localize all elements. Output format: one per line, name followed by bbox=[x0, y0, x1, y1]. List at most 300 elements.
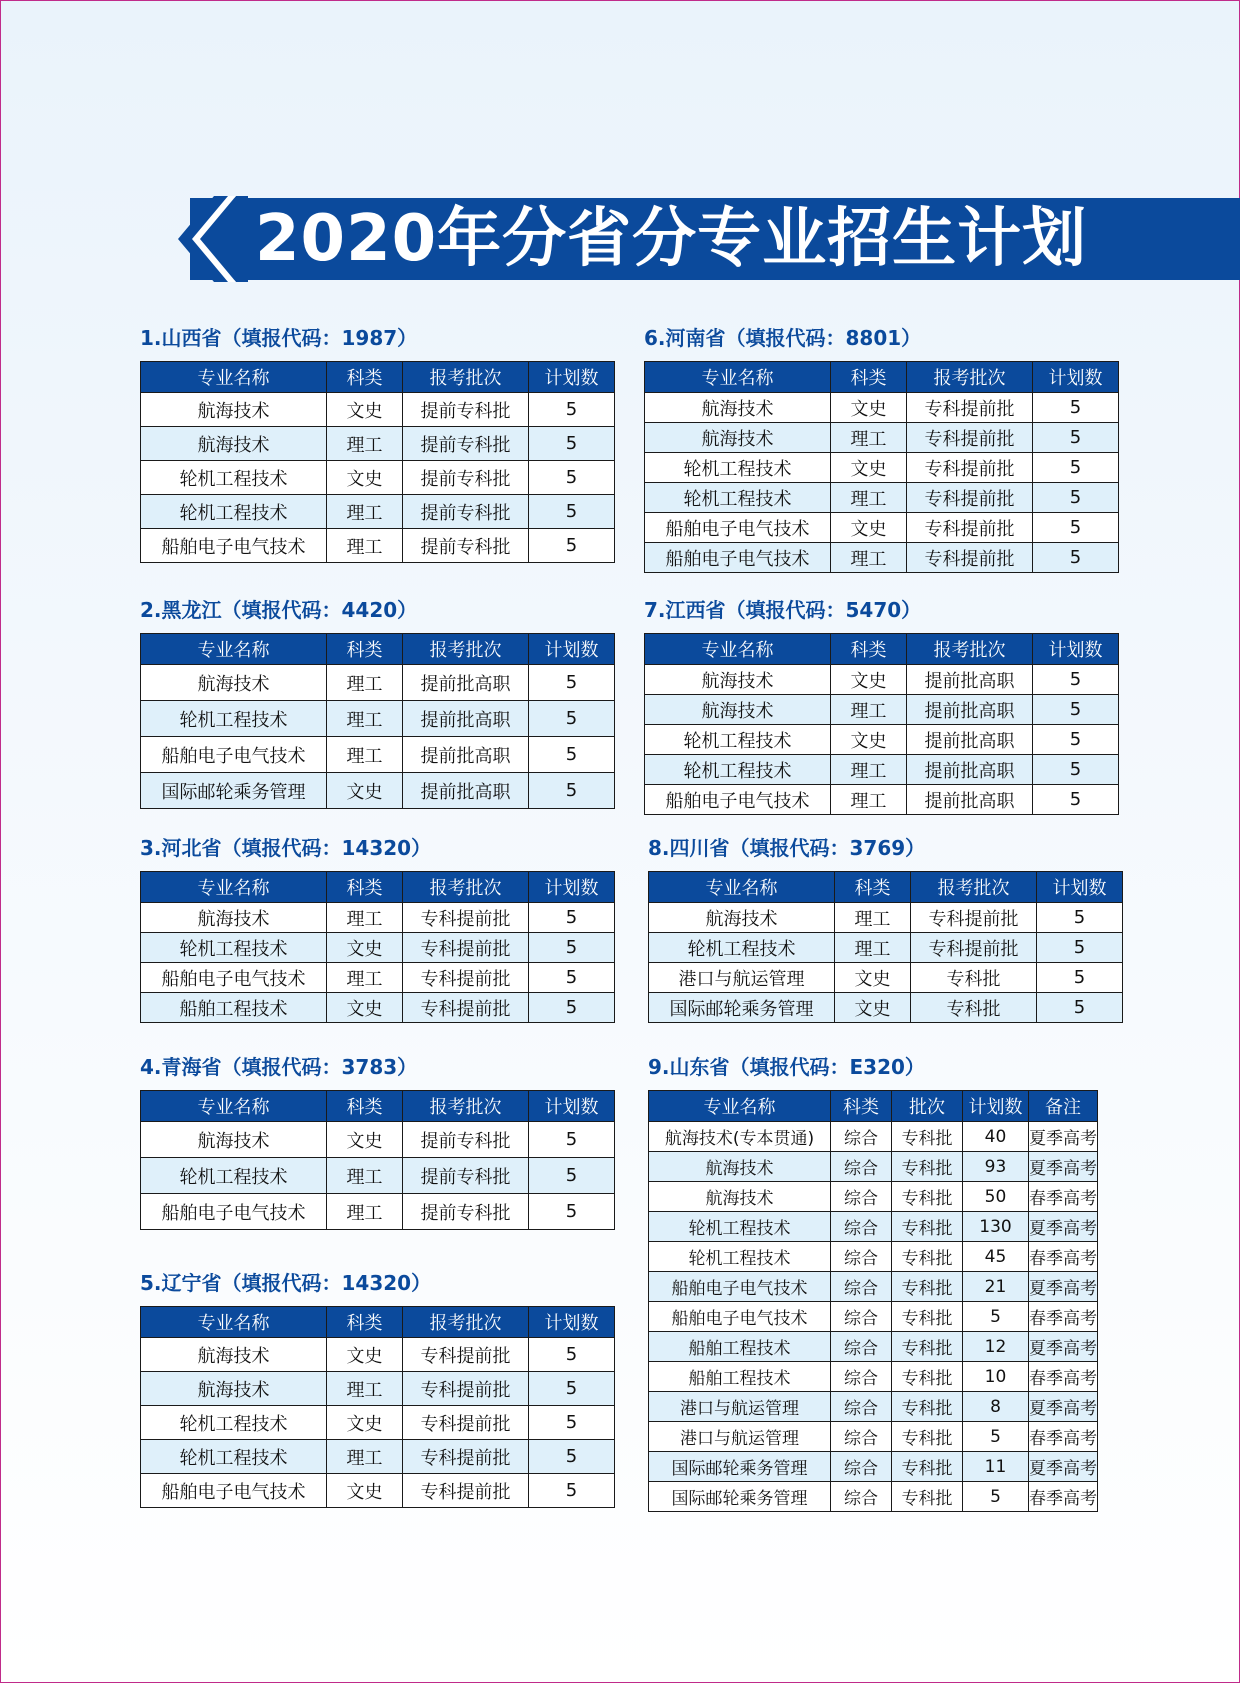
column-header: 计划数 bbox=[1037, 872, 1123, 903]
section-title: 7.江西省（填报代码：5470） bbox=[644, 598, 922, 622]
table-header-row bbox=[649, 1091, 1098, 1122]
table-cell: 文史 bbox=[327, 1122, 403, 1158]
table-cell: 轮机工程技术 bbox=[645, 725, 831, 755]
table-cell: 船舶电子电气技术 bbox=[645, 785, 831, 815]
table-cell: 专科提前批 bbox=[403, 1406, 529, 1440]
table-cell: 理工 bbox=[327, 963, 403, 993]
table-row bbox=[141, 495, 615, 529]
table-cell: 12 bbox=[963, 1332, 1029, 1362]
table-cell: 提前专科批 bbox=[403, 427, 529, 461]
table-cell: 提前批高职 bbox=[907, 665, 1033, 695]
column-header: 报考批次 bbox=[403, 872, 529, 903]
table-cell: 航海技术 bbox=[141, 903, 327, 933]
table-cell: 航海技术 bbox=[645, 423, 831, 453]
table-cell: 提前专科批 bbox=[403, 393, 529, 427]
table-cell: 夏季高考 bbox=[1029, 1212, 1098, 1242]
table-cell: 130 bbox=[963, 1212, 1029, 1242]
table-cell: 航海技术 bbox=[649, 903, 835, 933]
table-cell: 提前批高职 bbox=[403, 701, 529, 737]
table-cell: 专科批 bbox=[892, 1152, 963, 1182]
table-cell: 夏季高考 bbox=[1029, 1452, 1098, 1482]
table-cell: 理工 bbox=[835, 933, 911, 963]
table-header-row bbox=[645, 362, 1119, 393]
table-cell: 文史 bbox=[327, 1474, 403, 1508]
table-row bbox=[649, 1272, 1098, 1302]
table-row bbox=[141, 773, 615, 809]
table-cell: 文史 bbox=[327, 393, 403, 427]
table-cell: 船舶电子电气技术 bbox=[649, 1272, 831, 1302]
table-cell: 综合 bbox=[831, 1482, 892, 1512]
table-cell: 提前批高职 bbox=[907, 725, 1033, 755]
table-row bbox=[649, 1362, 1098, 1392]
table-cell: 文史 bbox=[831, 453, 907, 483]
column-header: 报考批次 bbox=[403, 1091, 529, 1122]
table-cell: 提前专科批 bbox=[403, 495, 529, 529]
section-title: 5.辽宁省（填报代码：14320） bbox=[140, 1271, 432, 1295]
table-cell: 理工 bbox=[327, 1194, 403, 1230]
table-cell: 专科提前批 bbox=[403, 993, 529, 1023]
table-cell: 文史 bbox=[835, 993, 911, 1023]
table-cell: 春季高考 bbox=[1029, 1422, 1098, 1452]
table-cell: 港口与航运管理 bbox=[649, 1422, 831, 1452]
table-cell: 专科提前批 bbox=[907, 513, 1033, 543]
table-cell: 专科提前批 bbox=[403, 1372, 529, 1406]
province-section bbox=[644, 323, 1119, 573]
table-cell: 5 bbox=[1033, 785, 1119, 815]
table-row bbox=[645, 665, 1119, 695]
table-cell: 航海技术 bbox=[645, 665, 831, 695]
column-header: 科类 bbox=[831, 1091, 892, 1122]
table-cell: 港口与航运管理 bbox=[649, 1392, 831, 1422]
table-cell: 5 bbox=[529, 1440, 615, 1474]
table-cell: 专科提前批 bbox=[403, 903, 529, 933]
column-header: 计划数 bbox=[1033, 362, 1119, 393]
table-row bbox=[141, 529, 615, 563]
table-cell: 综合 bbox=[831, 1422, 892, 1452]
column-header: 专业名称 bbox=[141, 362, 327, 393]
section-title: 4.青海省（填报代码：3783） bbox=[140, 1055, 418, 1079]
table-header-row bbox=[141, 1307, 615, 1338]
table-cell: 专科提前批 bbox=[911, 933, 1037, 963]
table-cell: 5 bbox=[529, 903, 615, 933]
table-cell: 5 bbox=[1033, 453, 1119, 483]
table-cell: 夏季高考 bbox=[1029, 1332, 1098, 1362]
table-cell: 夏季高考 bbox=[1029, 1272, 1098, 1302]
column-header: 专业名称 bbox=[649, 1091, 831, 1122]
table-cell: 船舶电子电气技术 bbox=[141, 529, 327, 563]
table-row bbox=[649, 963, 1123, 993]
table-cell: 理工 bbox=[327, 1158, 403, 1194]
table-cell: 专科批 bbox=[892, 1362, 963, 1392]
table-cell: 5 bbox=[529, 1158, 615, 1194]
table-row bbox=[649, 1302, 1098, 1332]
table-cell: 夏季高考 bbox=[1029, 1392, 1098, 1422]
table-cell: 5 bbox=[529, 1474, 615, 1508]
table-cell: 综合 bbox=[831, 1452, 892, 1482]
table-cell: 航海技术(专本贯通) bbox=[649, 1122, 831, 1152]
table-row bbox=[649, 903, 1123, 933]
table-cell: 专科批 bbox=[892, 1182, 963, 1212]
plan-table bbox=[648, 871, 1123, 1023]
table-row bbox=[645, 513, 1119, 543]
table-cell: 5 bbox=[1033, 423, 1119, 453]
table-row bbox=[141, 1338, 615, 1372]
table-cell: 5 bbox=[963, 1422, 1029, 1452]
column-header: 科类 bbox=[831, 634, 907, 665]
table-row bbox=[645, 785, 1119, 815]
column-header: 计划数 bbox=[529, 1091, 615, 1122]
column-header: 科类 bbox=[327, 872, 403, 903]
table-cell: 轮机工程技术 bbox=[645, 453, 831, 483]
table-row bbox=[649, 1332, 1098, 1362]
table-cell: 春季高考 bbox=[1029, 1302, 1098, 1332]
table-cell: 专科提前批 bbox=[911, 903, 1037, 933]
column-header: 报考批次 bbox=[907, 634, 1033, 665]
table-cell: 5 bbox=[1037, 993, 1123, 1023]
table-cell: 航海技术 bbox=[141, 1338, 327, 1372]
table-cell: 专科批 bbox=[892, 1422, 963, 1452]
table-cell: 提前专科批 bbox=[403, 1158, 529, 1194]
table-cell: 国际邮轮乘务管理 bbox=[649, 1482, 831, 1512]
table-cell: 40 bbox=[963, 1122, 1029, 1152]
column-header: 科类 bbox=[835, 872, 911, 903]
table-row bbox=[141, 1372, 615, 1406]
table-cell: 航海技术 bbox=[141, 1372, 327, 1406]
column-header: 科类 bbox=[327, 1307, 403, 1338]
table-cell: 文史 bbox=[327, 933, 403, 963]
column-header: 专业名称 bbox=[141, 872, 327, 903]
table-cell: 夏季高考 bbox=[1029, 1152, 1098, 1182]
table-cell: 船舶工程技术 bbox=[649, 1362, 831, 1392]
plan-table bbox=[140, 1306, 615, 1508]
table-row bbox=[649, 1242, 1098, 1272]
province-section bbox=[644, 595, 1119, 815]
table-row bbox=[649, 1182, 1098, 1212]
table-cell: 提前批高职 bbox=[907, 695, 1033, 725]
table-cell: 5 bbox=[1033, 483, 1119, 513]
table-row bbox=[141, 393, 615, 427]
table-cell: 理工 bbox=[327, 665, 403, 701]
table-cell: 综合 bbox=[831, 1392, 892, 1422]
table-cell: 5 bbox=[963, 1302, 1029, 1332]
table-cell: 5 bbox=[529, 773, 615, 809]
table-cell: 理工 bbox=[831, 423, 907, 453]
column-header: 计划数 bbox=[1033, 634, 1119, 665]
table-cell: 船舶电子电气技术 bbox=[141, 1474, 327, 1508]
table-cell: 5 bbox=[529, 737, 615, 773]
column-header: 科类 bbox=[327, 362, 403, 393]
table-cell: 轮机工程技术 bbox=[141, 495, 327, 529]
table-cell: 航海技术 bbox=[645, 393, 831, 423]
table-cell: 理工 bbox=[327, 529, 403, 563]
table-row bbox=[141, 1440, 615, 1474]
province-section bbox=[140, 833, 615, 1023]
table-cell: 理工 bbox=[835, 903, 911, 933]
table-row bbox=[645, 393, 1119, 423]
table-cell: 45 bbox=[963, 1242, 1029, 1272]
province-section bbox=[140, 595, 615, 809]
table-cell: 理工 bbox=[831, 483, 907, 513]
column-header: 计划数 bbox=[529, 1307, 615, 1338]
table-cell: 专科提前批 bbox=[403, 963, 529, 993]
table-cell: 船舶电子电气技术 bbox=[645, 513, 831, 543]
table-cell: 专科批 bbox=[892, 1242, 963, 1272]
table-row bbox=[649, 933, 1123, 963]
table-cell: 专科提前批 bbox=[907, 423, 1033, 453]
table-cell: 国际邮轮乘务管理 bbox=[649, 1452, 831, 1482]
table-cell: 提前专科批 bbox=[403, 1122, 529, 1158]
table-cell: 轮机工程技术 bbox=[649, 1242, 831, 1272]
table-cell: 专科提前批 bbox=[907, 453, 1033, 483]
table-header-row bbox=[141, 872, 615, 903]
column-header: 计划数 bbox=[529, 872, 615, 903]
province-section bbox=[648, 833, 1123, 1023]
table-cell: 专科提前批 bbox=[403, 1338, 529, 1372]
table-cell: 综合 bbox=[831, 1362, 892, 1392]
table-cell: 理工 bbox=[831, 695, 907, 725]
table-cell: 21 bbox=[963, 1272, 1029, 1302]
table-cell: 综合 bbox=[831, 1212, 892, 1242]
column-header: 专业名称 bbox=[649, 872, 835, 903]
table-cell: 综合 bbox=[831, 1182, 892, 1212]
table-row bbox=[141, 933, 615, 963]
table-cell: 文史 bbox=[327, 993, 403, 1023]
table-cell: 专科批 bbox=[892, 1392, 963, 1422]
table-cell: 5 bbox=[529, 529, 615, 563]
table-cell: 提前批高职 bbox=[907, 785, 1033, 815]
column-header: 报考批次 bbox=[403, 634, 529, 665]
table-cell: 船舶电子电气技术 bbox=[645, 543, 831, 573]
column-header: 科类 bbox=[327, 634, 403, 665]
column-header: 专业名称 bbox=[645, 634, 831, 665]
plan-table bbox=[140, 633, 615, 809]
table-cell: 提前批高职 bbox=[403, 737, 529, 773]
table-cell: 10 bbox=[963, 1362, 1029, 1392]
table-cell: 5 bbox=[529, 993, 615, 1023]
table-row bbox=[141, 1158, 615, 1194]
table-cell: 5 bbox=[1037, 933, 1123, 963]
table-cell: 航海技术 bbox=[645, 695, 831, 725]
table-cell: 理工 bbox=[327, 701, 403, 737]
table-cell: 船舶电子电气技术 bbox=[141, 737, 327, 773]
column-header: 专业名称 bbox=[141, 1307, 327, 1338]
table-row bbox=[141, 1406, 615, 1440]
province-section bbox=[648, 1052, 1098, 1512]
table-cell: 提前批高职 bbox=[907, 755, 1033, 785]
table-cell: 5 bbox=[1033, 543, 1119, 573]
table-cell: 5 bbox=[1033, 393, 1119, 423]
table-cell: 轮机工程技术 bbox=[649, 933, 835, 963]
column-header: 专业名称 bbox=[141, 1091, 327, 1122]
table-row bbox=[645, 453, 1119, 483]
column-header: 批次 bbox=[892, 1091, 963, 1122]
plan-table bbox=[644, 633, 1119, 815]
table-cell: 夏季高考 bbox=[1029, 1122, 1098, 1152]
plan-table bbox=[140, 871, 615, 1023]
table-row bbox=[649, 1152, 1098, 1182]
table-cell: 理工 bbox=[327, 903, 403, 933]
table-cell: 春季高考 bbox=[1029, 1362, 1098, 1392]
column-header: 科类 bbox=[327, 1091, 403, 1122]
table-cell: 船舶电子电气技术 bbox=[141, 1194, 327, 1230]
table-cell: 专科提前批 bbox=[403, 933, 529, 963]
table-cell: 航海技术 bbox=[141, 1122, 327, 1158]
table-cell: 5 bbox=[1037, 963, 1123, 993]
section-title: 1.山西省（填报代码：1987） bbox=[140, 326, 418, 350]
table-cell: 春季高考 bbox=[1029, 1182, 1098, 1212]
table-cell: 5 bbox=[1033, 665, 1119, 695]
table-row bbox=[649, 1392, 1098, 1422]
table-cell: 专科批 bbox=[892, 1272, 963, 1302]
page-title: 2020年分省分专业招生计划 bbox=[255, 202, 1088, 276]
table-cell: 综合 bbox=[831, 1272, 892, 1302]
table-cell: 综合 bbox=[831, 1242, 892, 1272]
table-cell: 理工 bbox=[327, 737, 403, 773]
province-section bbox=[140, 1052, 615, 1230]
table-row bbox=[141, 1194, 615, 1230]
table-cell: 文史 bbox=[835, 963, 911, 993]
column-header: 计划数 bbox=[529, 634, 615, 665]
table-cell: 11 bbox=[963, 1452, 1029, 1482]
table-cell: 轮机工程技术 bbox=[649, 1212, 831, 1242]
table-row bbox=[649, 1482, 1098, 1512]
table-row bbox=[645, 543, 1119, 573]
table-cell: 提前批高职 bbox=[403, 773, 529, 809]
column-header: 计划数 bbox=[963, 1091, 1029, 1122]
table-row bbox=[645, 725, 1119, 755]
table-cell: 轮机工程技术 bbox=[141, 1158, 327, 1194]
table-row bbox=[141, 903, 615, 933]
table-row bbox=[141, 427, 615, 461]
table-cell: 理工 bbox=[831, 785, 907, 815]
table-cell: 专科批 bbox=[892, 1482, 963, 1512]
table-cell: 专科提前批 bbox=[907, 393, 1033, 423]
table-cell: 5 bbox=[1033, 695, 1119, 725]
column-header: 报考批次 bbox=[403, 1307, 529, 1338]
table-cell: 5 bbox=[529, 1194, 615, 1230]
table-row bbox=[645, 755, 1119, 785]
table-cell: 专科批 bbox=[892, 1212, 963, 1242]
table-row bbox=[141, 963, 615, 993]
table-cell: 专科提前批 bbox=[403, 1440, 529, 1474]
plan-table bbox=[648, 1090, 1098, 1512]
table-cell: 专科提前批 bbox=[907, 483, 1033, 513]
plan-table bbox=[140, 1090, 615, 1230]
table-cell: 专科批 bbox=[892, 1332, 963, 1362]
table-cell: 航海技术 bbox=[141, 427, 327, 461]
province-section bbox=[140, 1268, 615, 1508]
table-header-row bbox=[141, 362, 615, 393]
table-cell: 5 bbox=[529, 461, 615, 495]
table-cell: 专科批 bbox=[892, 1452, 963, 1482]
table-cell: 5 bbox=[529, 701, 615, 737]
column-header: 报考批次 bbox=[911, 872, 1037, 903]
table-cell: 航海技术 bbox=[649, 1182, 831, 1212]
table-row bbox=[141, 701, 615, 737]
section-title: 9.山东省（填报代码：E320） bbox=[648, 1055, 925, 1079]
table-row bbox=[649, 1212, 1098, 1242]
table-cell: 理工 bbox=[831, 543, 907, 573]
table-row bbox=[645, 483, 1119, 513]
table-cell: 船舶工程技术 bbox=[141, 993, 327, 1023]
table-row bbox=[649, 1422, 1098, 1452]
table-cell: 93 bbox=[963, 1152, 1029, 1182]
table-cell: 文史 bbox=[831, 513, 907, 543]
table-cell: 提前专科批 bbox=[403, 529, 529, 563]
table-cell: 理工 bbox=[327, 1372, 403, 1406]
table-cell: 轮机工程技术 bbox=[645, 755, 831, 785]
table-cell: 船舶工程技术 bbox=[649, 1332, 831, 1362]
table-row bbox=[645, 695, 1119, 725]
chevron-left-icon bbox=[178, 196, 248, 282]
table-cell: 港口与航运管理 bbox=[649, 963, 835, 993]
table-cell: 文史 bbox=[327, 1406, 403, 1440]
table-cell: 8 bbox=[963, 1392, 1029, 1422]
table-cell: 文史 bbox=[327, 773, 403, 809]
table-row bbox=[141, 737, 615, 773]
section-title: 3.河北省（填报代码：14320） bbox=[140, 836, 432, 860]
table-cell: 5 bbox=[529, 1372, 615, 1406]
table-cell: 综合 bbox=[831, 1332, 892, 1362]
column-header: 专业名称 bbox=[645, 362, 831, 393]
table-header-row bbox=[141, 634, 615, 665]
table-cell: 综合 bbox=[831, 1122, 892, 1152]
plan-table bbox=[140, 361, 615, 563]
table-header-row bbox=[649, 872, 1123, 903]
table-cell: 专科提前批 bbox=[907, 543, 1033, 573]
table-cell: 提前专科批 bbox=[403, 1194, 529, 1230]
table-cell: 5 bbox=[1037, 903, 1123, 933]
table-cell: 5 bbox=[963, 1482, 1029, 1512]
table-cell: 50 bbox=[963, 1182, 1029, 1212]
table-cell: 综合 bbox=[831, 1302, 892, 1332]
table-cell: 文史 bbox=[831, 665, 907, 695]
table-cell: 航海技术 bbox=[649, 1152, 831, 1182]
table-cell: 5 bbox=[529, 495, 615, 529]
table-cell: 轮机工程技术 bbox=[141, 701, 327, 737]
section-title: 6.河南省（填报代码：8801） bbox=[644, 326, 922, 350]
table-row bbox=[649, 993, 1123, 1023]
table-cell: 专科批 bbox=[911, 963, 1037, 993]
table-row bbox=[141, 461, 615, 495]
table-cell: 文史 bbox=[327, 461, 403, 495]
table-cell: 专科批 bbox=[892, 1122, 963, 1152]
table-cell: 文史 bbox=[831, 393, 907, 423]
plan-table bbox=[644, 361, 1119, 573]
table-cell: 春季高考 bbox=[1029, 1482, 1098, 1512]
table-cell: 5 bbox=[529, 1338, 615, 1372]
column-header: 备注 bbox=[1029, 1091, 1098, 1122]
table-cell: 5 bbox=[529, 1406, 615, 1440]
table-cell: 提前批高职 bbox=[403, 665, 529, 701]
column-header: 专业名称 bbox=[141, 634, 327, 665]
table-cell: 理工 bbox=[831, 755, 907, 785]
table-cell: 航海技术 bbox=[141, 393, 327, 427]
table-cell: 春季高考 bbox=[1029, 1242, 1098, 1272]
table-header-row bbox=[645, 634, 1119, 665]
table-cell: 5 bbox=[1033, 755, 1119, 785]
table-cell: 专科批 bbox=[892, 1302, 963, 1332]
table-cell: 专科批 bbox=[911, 993, 1037, 1023]
column-header: 科类 bbox=[831, 362, 907, 393]
province-section bbox=[140, 323, 615, 563]
table-cell: 轮机工程技术 bbox=[645, 483, 831, 513]
table-cell: 理工 bbox=[327, 1440, 403, 1474]
table-cell: 5 bbox=[529, 963, 615, 993]
table-cell: 理工 bbox=[327, 427, 403, 461]
table-cell: 轮机工程技术 bbox=[141, 933, 327, 963]
table-cell: 5 bbox=[529, 665, 615, 701]
